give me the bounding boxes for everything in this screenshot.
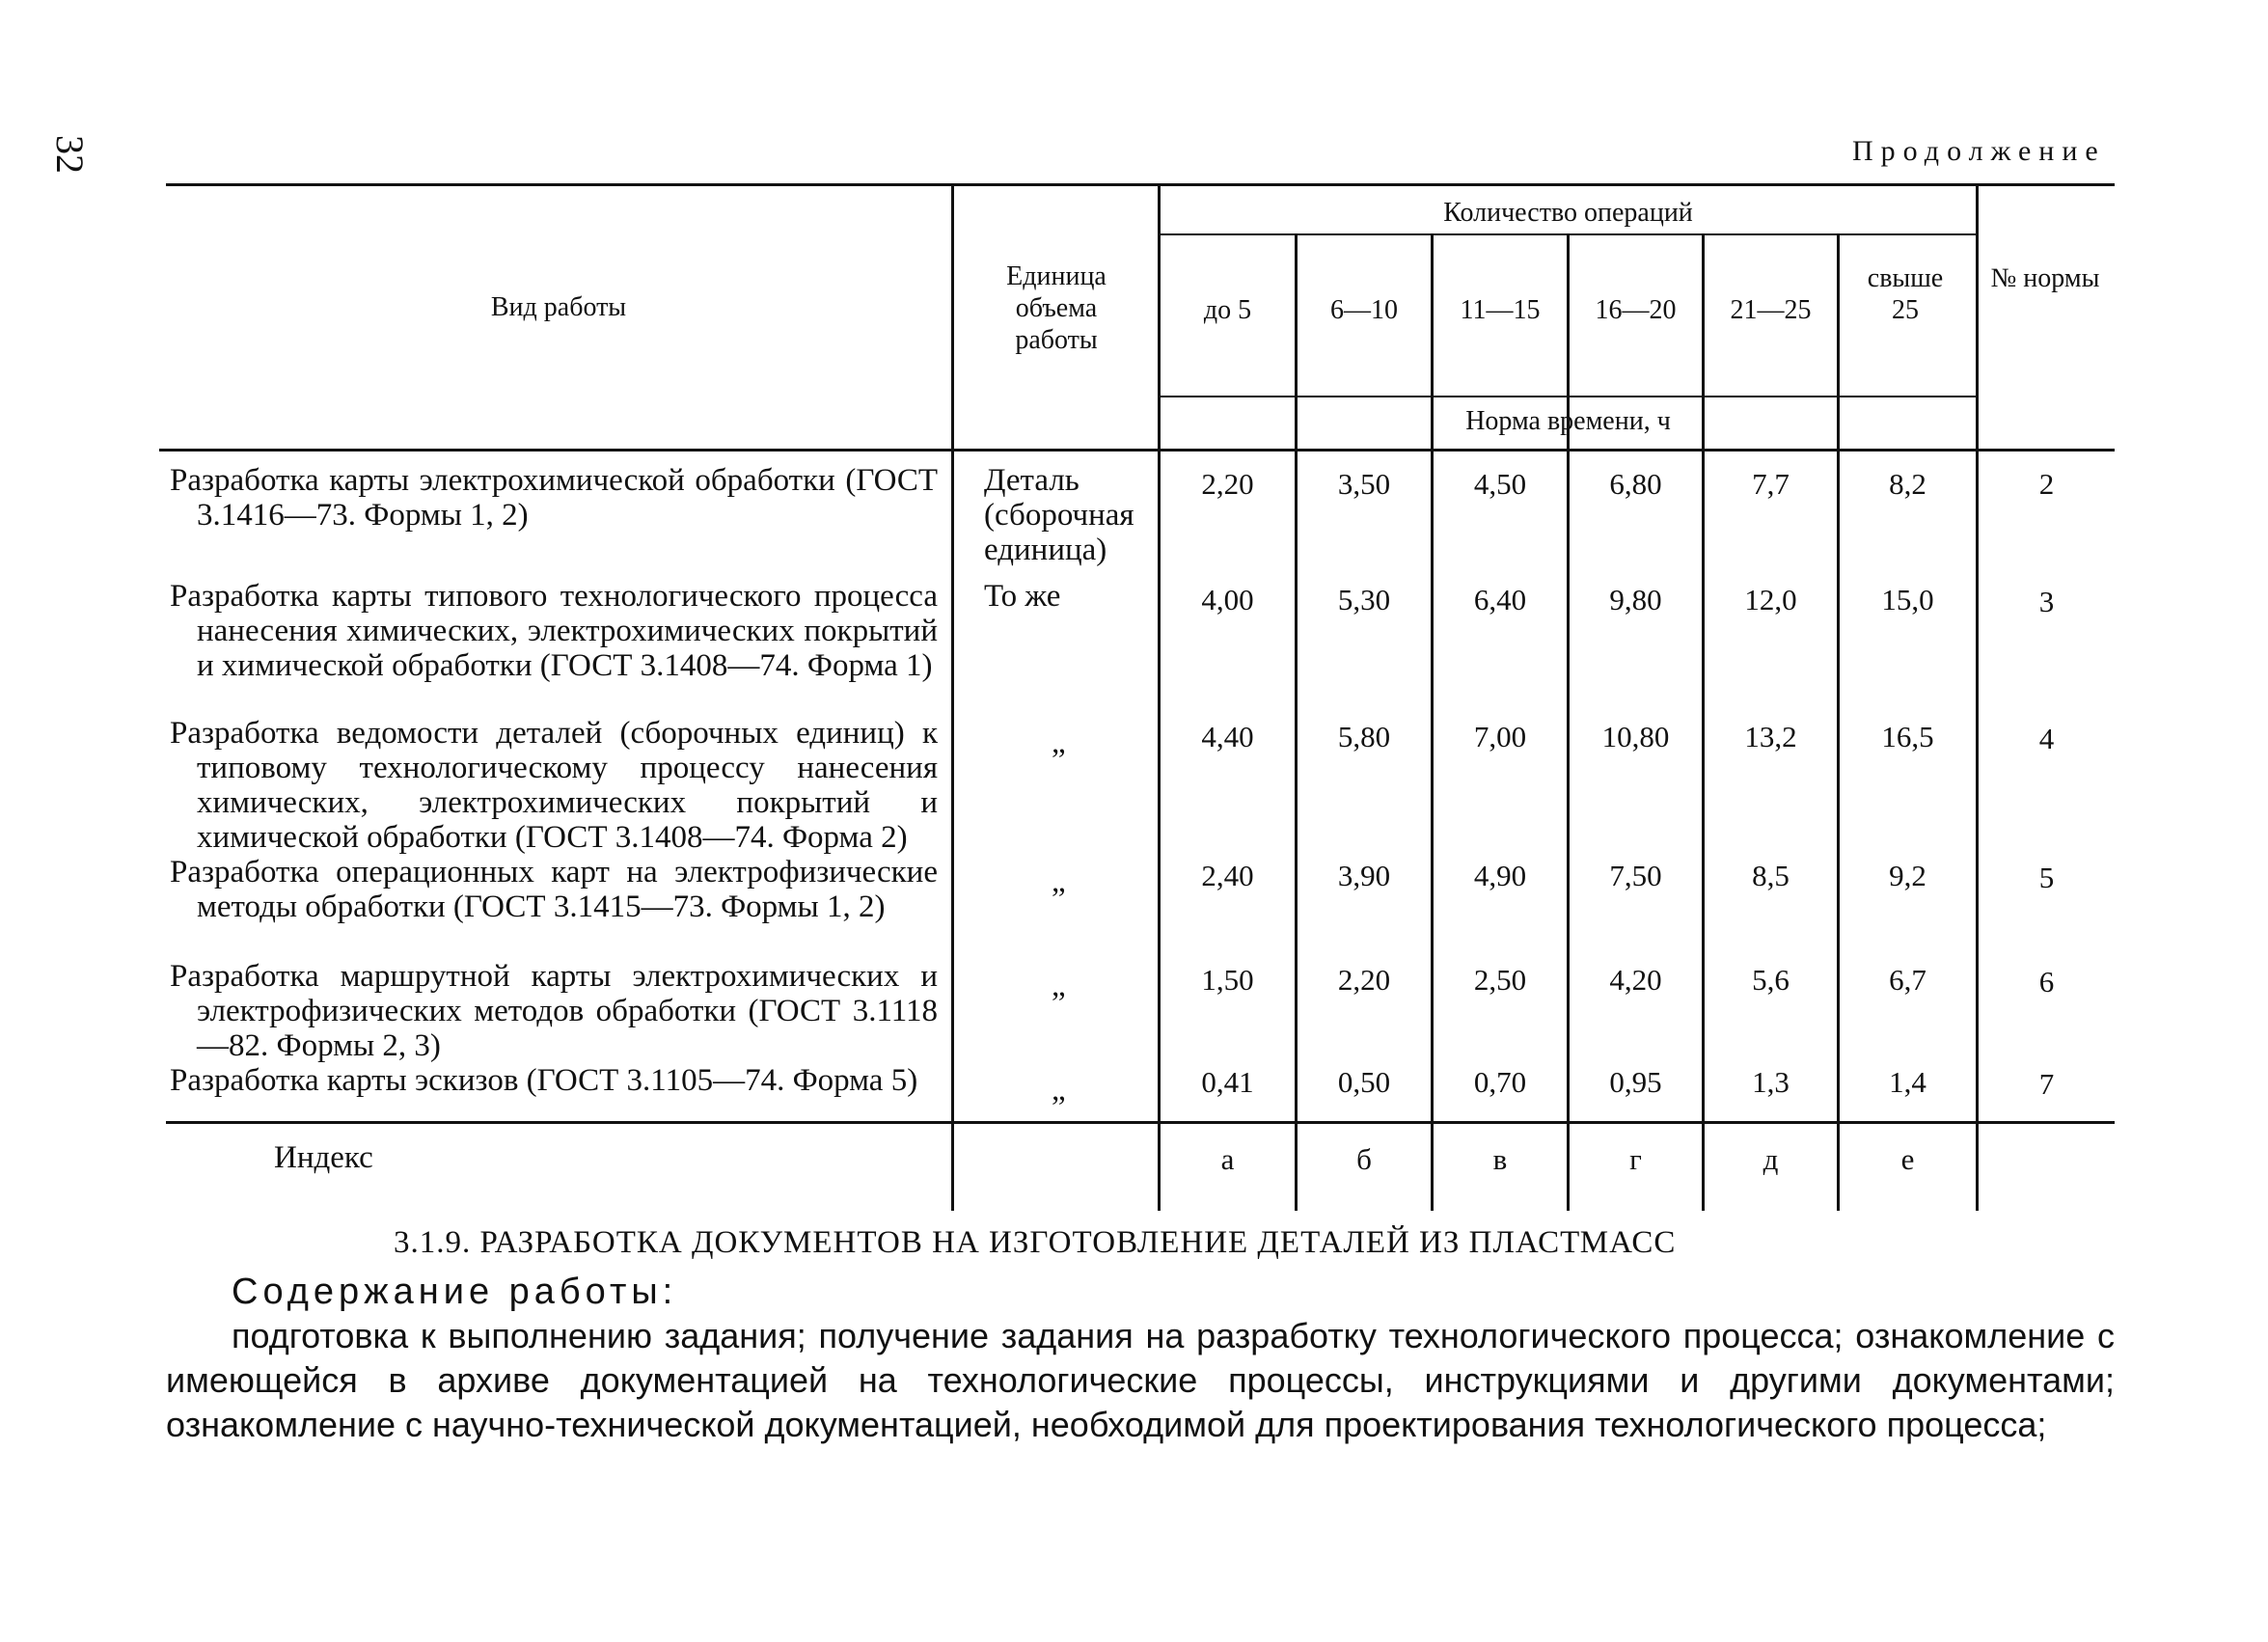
row-5-val-3: 2,50 [1473, 963, 1527, 997]
row-4-val-4: 7,50 [1609, 859, 1662, 892]
row-3-val-6: 16,5 [1881, 720, 1934, 753]
row-2-unit: То же [984, 579, 1061, 614]
row-2-val-1: 4,00 [1201, 583, 1254, 616]
header-col-4: 16—20 [1595, 295, 1677, 325]
row-3-work: Разработка ведомости деталей (сборочных единиц) к типовому технологическому процессу нанесения химических, электрохимических покрытий и химической обработки (ГОСТ 3.1408—74. Форма 2) [170, 716, 938, 855]
row-5-val-6: 6,7 [1889, 963, 1926, 997]
index-val-2: б [1356, 1142, 1372, 1176]
row-5-val-4: 4,20 [1609, 963, 1662, 997]
row-5-val-2: 2,20 [1337, 963, 1391, 997]
header-col-1: до 5 [1203, 295, 1252, 325]
row-1-work: Разработка карты электрохимической обработки (ГОСТ 3.1416—73. Формы 1, 2) [170, 463, 938, 533]
row-1-val-1: 2,20 [1201, 467, 1254, 501]
row-4-unit: „ [1052, 864, 1066, 899]
content-paragraph: подготовка к выполнению задания; получение задания на разработку технологического процесса; ознакомление с имеющейся в архиве документацией на технологические процессы, инструкциями и другими документами; ознакомление с научно-технической документацией, необходимой для проектирования технологического процесса; [166, 1316, 2115, 1444]
row-1-unit: Деталь (сборочная единица) [984, 463, 1134, 567]
header-bottom-rule [159, 449, 2115, 452]
row-2-val-3: 6,40 [1473, 583, 1527, 616]
row-2-val-5: 12,0 [1744, 583, 1797, 616]
row-2-val-6: 15,0 [1881, 583, 1934, 616]
header-work-type: Вид работы [490, 292, 627, 322]
row-2-val-2: 5,30 [1337, 583, 1391, 616]
header-operations-count: Количество операций [1443, 198, 1693, 228]
row-1-norm: 2 [2038, 467, 2055, 501]
col-divider-work [951, 183, 954, 1211]
header-col-2: 6—10 [1330, 295, 1398, 325]
row-2-norm: 3 [2038, 585, 2055, 618]
header-norm-no: № нормы [1990, 263, 2100, 293]
index-val-4: г [1629, 1142, 1642, 1176]
section-heading: 3.1.9. РАЗРАБОТКА ДОКУМЕНТОВ НА ИЗГОТОВЛЕНИЕ ДЕТАЛЕЙ ИЗ ПЛАСТМАСС [394, 1225, 1677, 1260]
row-5-unit: „ [1052, 969, 1066, 1003]
index-label: Индекс [274, 1140, 373, 1175]
row-5-val-5: 5,6 [1752, 963, 1790, 997]
col-divider-unit [1158, 183, 1161, 1211]
header-col-6: свыше 25 [1867, 263, 1944, 325]
row-6-unit: „ [1052, 1073, 1066, 1108]
row-1-val-6: 8,2 [1889, 467, 1926, 501]
body-bottom-rule [166, 1121, 2115, 1124]
row-4-work: Разработка операционных карт на электрофизические методы обработки (ГОСТ 3.1415—73. Формы 1, 2) [170, 855, 938, 924]
row-3-val-5: 13,2 [1744, 720, 1797, 753]
row-3-val-1: 4,40 [1201, 720, 1254, 753]
continuation-label: Продолжение [1852, 135, 2106, 167]
row-3-val-3: 7,00 [1473, 720, 1527, 753]
row-3-norm: 4 [2038, 722, 2055, 755]
row-4-val-2: 3,90 [1337, 859, 1391, 892]
header-col-5: 21—25 [1730, 295, 1812, 325]
row-6-val-2: 0,50 [1337, 1065, 1391, 1099]
index-val-5: д [1762, 1142, 1779, 1176]
col-divider-norm [1976, 183, 1979, 1211]
table-top-rule [166, 183, 2115, 186]
index-val-6: е [1900, 1142, 1915, 1176]
row-4-val-3: 4,90 [1473, 859, 1527, 892]
row-3-unit: „ [1052, 725, 1066, 760]
row-6-val-4: 0,95 [1609, 1065, 1662, 1099]
row-5-work: Разработка маршрутной карты электрохимических и электрофизических методов обработки (ГОСТ 3.1118—82. Формы 2, 3) [170, 959, 938, 1063]
row-2-val-4: 9,80 [1609, 583, 1662, 616]
row-3-val-2: 5,80 [1337, 720, 1391, 753]
header-time-norm: Норма времени, ч [1465, 406, 1671, 436]
page-number: 32 [48, 135, 92, 174]
row-6-norm: 7 [2038, 1067, 2055, 1101]
row-4-val-1: 2,40 [1201, 859, 1254, 892]
row-4-norm: 5 [2038, 861, 2055, 894]
row-3-val-4: 10,80 [1601, 720, 1670, 753]
row-1-val-2: 3,50 [1337, 467, 1391, 501]
row-1-val-4: 6,80 [1609, 467, 1662, 501]
row-5-norm: 6 [2038, 965, 2055, 999]
row-1-val-3: 4,50 [1473, 467, 1527, 501]
row-6-val-5: 1,3 [1752, 1065, 1790, 1099]
row-1-val-5: 7,7 [1752, 467, 1790, 501]
row-5-val-1: 1,50 [1201, 963, 1254, 997]
content-label: Содержание работы: [232, 1272, 678, 1312]
row-4-val-6: 9,2 [1889, 859, 1926, 892]
header-unit: Единица объема работы [1006, 261, 1107, 355]
row-6-val-3: 0,70 [1473, 1065, 1527, 1099]
row-2-work: Разработка карты типового технологического процесса нанесения химических, электрохимических покрытий и химической обработки (ГОСТ 3.1408—74. Форма 1) [170, 579, 938, 683]
index-val-3: в [1492, 1142, 1508, 1176]
index-val-1: а [1220, 1142, 1235, 1176]
row-6-work: Разработка карты эскизов (ГОСТ 3.1105—74. Форма 5) [170, 1063, 918, 1098]
row-6-val-6: 1,4 [1889, 1065, 1926, 1099]
row-4-val-5: 8,5 [1752, 859, 1790, 892]
header-col-3: 11—15 [1460, 295, 1541, 325]
row-6-val-1: 0,41 [1201, 1065, 1254, 1099]
